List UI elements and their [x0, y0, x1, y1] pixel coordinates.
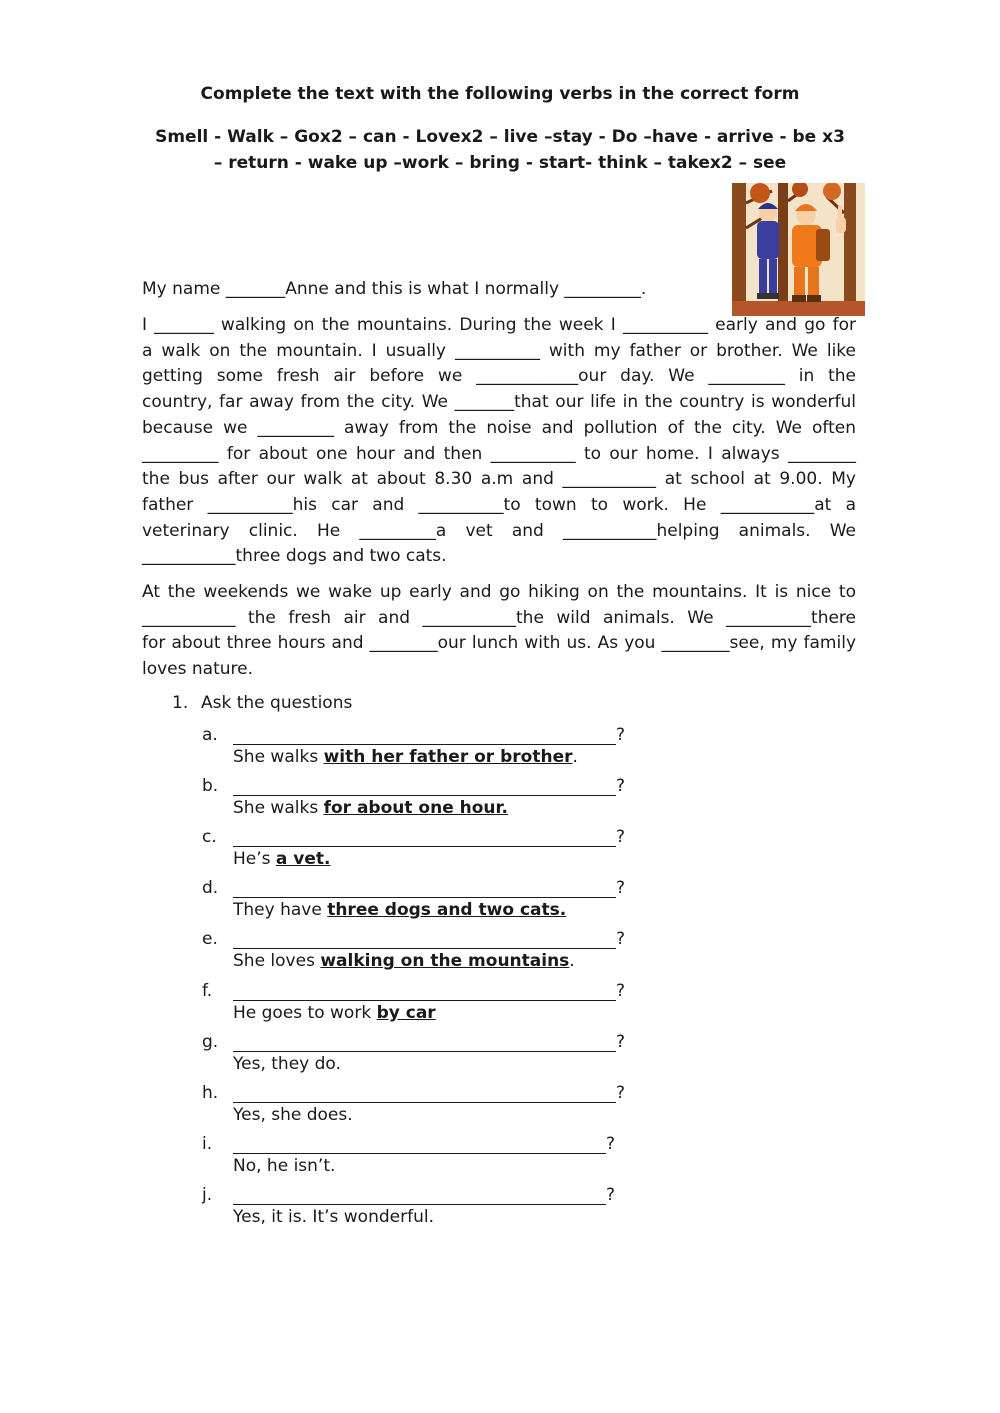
question-letter: j.: [202, 1185, 213, 1206]
given-answer: [202, 796, 625, 822]
answer-text: She walks: [233, 746, 324, 767]
question-item: [202, 1180, 625, 1231]
tree-trunk: [778, 183, 788, 316]
question-mark: ?: [616, 1031, 626, 1052]
question-row: [202, 975, 625, 1001]
story-paragraph-1: [142, 313, 856, 570]
given-answer: [202, 898, 625, 924]
question-mark: ?: [616, 775, 626, 796]
question-row: [202, 719, 625, 745]
question-mark: ?: [616, 929, 626, 950]
verb-list-line: Smell - Walk – Gox2 – can - Lovex2 – live –stay - Do –have - arrive - be x3: [155, 127, 845, 147]
story-line: the bus after our walk at about 8.30 a.m and ___________ at school at 9.00. My: [142, 469, 856, 490]
story-line: _________ for about one hour and then __________ to our home. I always ________: [142, 443, 856, 464]
question-letter: f.: [202, 980, 213, 1001]
question-mark: ?: [606, 1185, 616, 1206]
question-row: [202, 1077, 625, 1103]
question-answer-blank[interactable]: [233, 831, 616, 847]
question-answer-blank[interactable]: [233, 729, 616, 745]
story-line: because we _________ away from the noise and pollution of the city. We often: [142, 417, 856, 438]
hikers-illustration: [732, 183, 865, 316]
question-letter: d.: [202, 878, 219, 899]
question-mark: ?: [616, 724, 626, 745]
question-item: [202, 924, 625, 975]
question-row: [202, 873, 625, 899]
story-line: a walk on the mountain. I usually __________ with my father or brother. We like: [142, 340, 856, 361]
question-item: [202, 770, 625, 821]
question-answer-blank[interactable]: [233, 780, 616, 796]
given-answer: [202, 1103, 625, 1129]
story-line: ___________ the fresh air and ___________the wild animals. We __________there: [142, 607, 856, 628]
verb-list: [120, 124, 880, 176]
answer-text: She walks: [233, 797, 324, 818]
answer-text: She loves: [233, 951, 321, 972]
question-answer-blank[interactable]: [233, 985, 616, 1001]
question-mark: ?: [616, 980, 626, 1001]
answer-text: Yes, it is. It’s wonderful.: [233, 1207, 434, 1228]
question-mark: ?: [616, 826, 626, 847]
given-answer: [202, 847, 625, 873]
answer-text: No, he isn’t.: [233, 1156, 336, 1177]
story-line: for about three hours and ________our lunch with us. As you ________see, my family: [142, 633, 856, 654]
question-letter: h.: [202, 1082, 219, 1103]
given-answer: [202, 745, 625, 771]
question-answer-blank[interactable]: [233, 933, 616, 949]
question-letter: e.: [202, 929, 218, 950]
answer-focus: for about one hour.: [323, 797, 508, 818]
question-answer-blank[interactable]: [233, 1036, 616, 1052]
question-answer-blank[interactable]: [233, 1189, 606, 1205]
question-row: [202, 1180, 625, 1206]
question-letter: i.: [202, 1134, 213, 1155]
given-answer: [202, 1205, 625, 1231]
intro-line: My name _______Anne and this is what I normally _________.: [142, 279, 647, 299]
question-item: [202, 1077, 625, 1128]
given-answer: [202, 949, 625, 975]
question-item: [202, 873, 625, 924]
question-list: [202, 719, 625, 1231]
story-line: getting some fresh air before we ____________our day. We _________ in the: [142, 366, 856, 387]
story-line: At the weekends we wake up early and go hiking on the mountains. It is nice to: [142, 582, 856, 602]
story-line: father __________his car and __________to town to work. He ___________at a: [142, 494, 856, 515]
answer-text: Yes, they do.: [233, 1053, 341, 1074]
question-item: [202, 821, 625, 872]
story-paragraph-2: [142, 580, 856, 683]
question-mark: ?: [616, 1082, 626, 1103]
story-line: loves nature.: [142, 659, 254, 680]
question-item: [202, 1026, 625, 1077]
question-item: [202, 1129, 625, 1180]
tree-trunk: [844, 183, 856, 316]
question-answer-blank[interactable]: [233, 882, 616, 898]
question-mark: ?: [606, 1134, 616, 1155]
given-answer: [202, 1001, 625, 1027]
question-answer-blank[interactable]: [233, 1138, 606, 1154]
question-item: [202, 719, 625, 770]
answer-text: Yes, she does.: [233, 1104, 353, 1125]
story-line: veterinary clinic. He _________a vet and ___________helping animals. We: [142, 520, 856, 541]
question-row: [202, 770, 625, 796]
answer-focus: walking on the mountains: [320, 951, 570, 972]
question-answer-blank[interactable]: [233, 1087, 616, 1103]
question-row: [202, 924, 625, 950]
verb-list-line: – return - wake up –work – bring - start- think – takex2 – see: [213, 153, 787, 173]
worksheet-title: Complete the text with the following verbs in the correct form: [200, 84, 800, 104]
tree-trunk: [732, 183, 746, 316]
story-line: country, far away from the city. We _______that our life in the country is wonderful: [142, 392, 856, 413]
story-line: ___________three dogs and two cats.: [142, 546, 447, 567]
answer-focus: three dogs and two cats.: [327, 900, 567, 921]
answer-focus: with her father or brother: [323, 746, 573, 767]
given-answer: [202, 1154, 625, 1180]
answer-punctuation: .: [572, 746, 578, 767]
question-row: [202, 1026, 625, 1052]
story-line: I _______ walking on the mountains. During the week I __________ early and go for: [142, 315, 856, 335]
section-title: Ask the questions: [201, 693, 353, 713]
answer-text: He goes to work: [233, 1002, 377, 1023]
answer-text: They have: [233, 900, 328, 921]
question-letter: g.: [202, 1031, 219, 1052]
leaves: [750, 183, 770, 203]
answer-punctuation: .: [569, 951, 575, 972]
answer-focus: a vet.: [275, 848, 331, 869]
given-answer: [202, 1052, 625, 1078]
question-letter: c.: [202, 826, 217, 847]
question-item: [202, 975, 625, 1026]
question-row: [202, 821, 625, 847]
questions-heading: [172, 693, 352, 713]
question-mark: ?: [616, 878, 626, 899]
answer-text: He’s: [233, 848, 276, 869]
question-letter: b.: [202, 775, 219, 796]
section-number: 1.: [172, 693, 189, 713]
question-letter: a.: [202, 724, 218, 745]
question-row: [202, 1129, 625, 1155]
answer-focus: by car: [376, 1002, 436, 1023]
